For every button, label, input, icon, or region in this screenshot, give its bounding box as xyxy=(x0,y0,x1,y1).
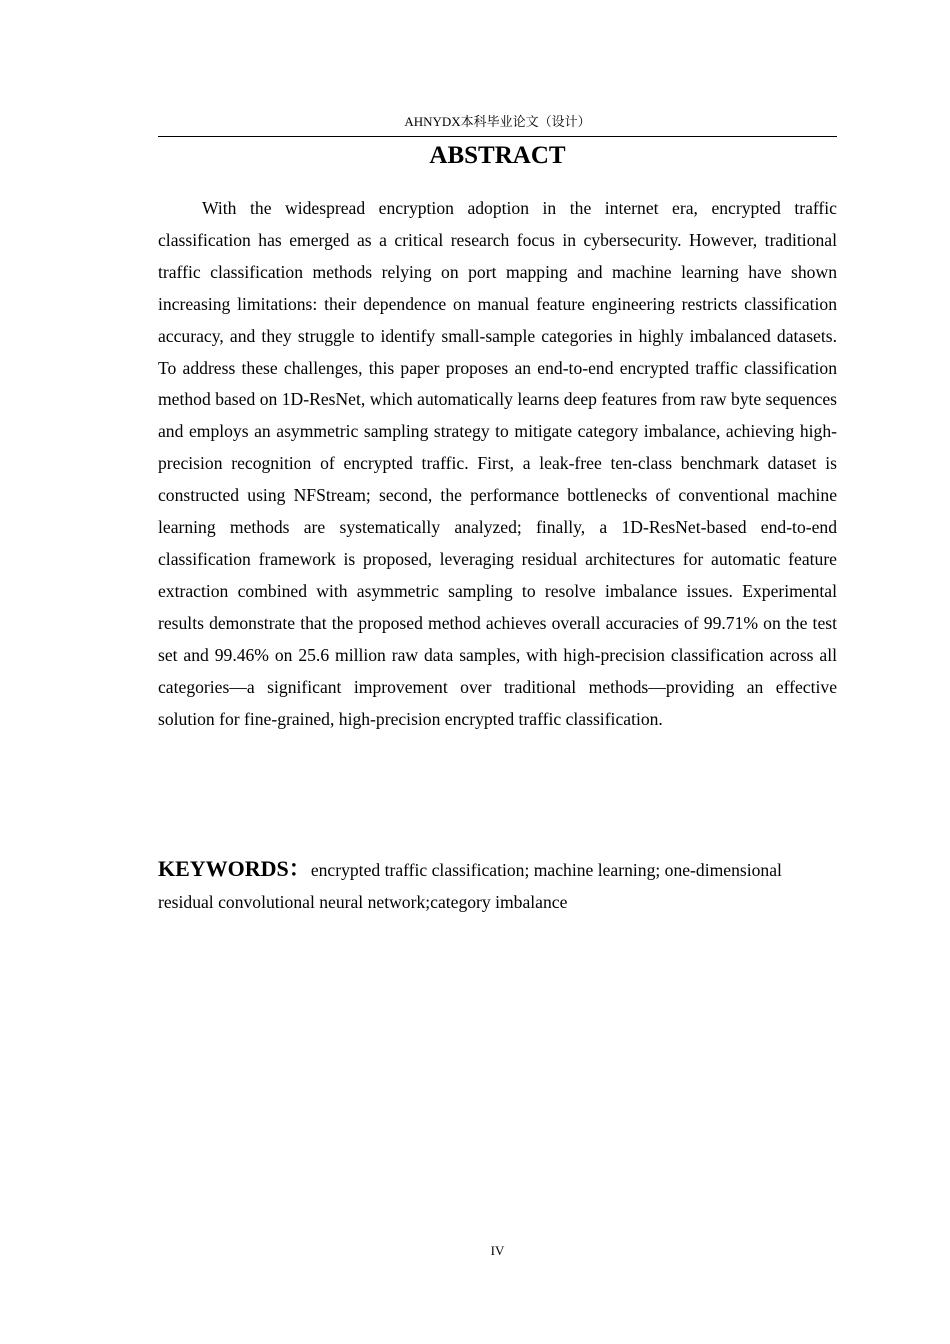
header-rule xyxy=(158,136,837,137)
page-number: IV xyxy=(490,1243,505,1258)
keywords-text: encrypted traffic classification; machine learning; one-dimensional residual convolutional neural network;category imbalance xyxy=(158,860,782,912)
abstract-body: With the widespread encryption adoption in the internet era, encrypted traffic classification has emerged as a critical research focus in cybersecurity. However, traditional traffic classification methods relying on port mapping and machine learning have shown increasing limitations: their dependence on manual feature engineering restricts classification accuracy, and they struggle to identify small-sample categories in highly imbalanced datasets. To address these challenges, this paper proposes an end-to-end encrypted traffic classification method based on 1D-ResNet, which automatically learns deep features from raw byte sequences and employs an asymmetric sampling strategy to mitigate category imbalance, achieving high-precision recognition of encrypted traffic. First, a leak-free ten-class benchmark dataset is constructed using NFStream; second, the performance bottlenecks of conventional machine learning methods are systematically analyzed; finally, a 1D-ResNet-based end-to-end classification framework is proposed, leveraging residual architectures for automatic feature extraction combined with asymmetric sampling to resolve imbalance issues. Experimental results demonstrate that the proposed method achieves overall accuracies of 99.71% on the test set and 99.46% on 25.6 million raw data samples, with high-precision classification across all categories—a significant improvement over traditional methods—providing an effective solution for fine-grained, high-precision encrypted traffic classification. xyxy=(158,198,837,729)
keywords-label: KEYWORDS： xyxy=(158,856,311,881)
running-header: AHNYDX本科毕业论文（设计） xyxy=(404,114,591,129)
abstract-title: ABSTRACT xyxy=(429,142,566,169)
keywords-paragraph xyxy=(158,853,837,918)
